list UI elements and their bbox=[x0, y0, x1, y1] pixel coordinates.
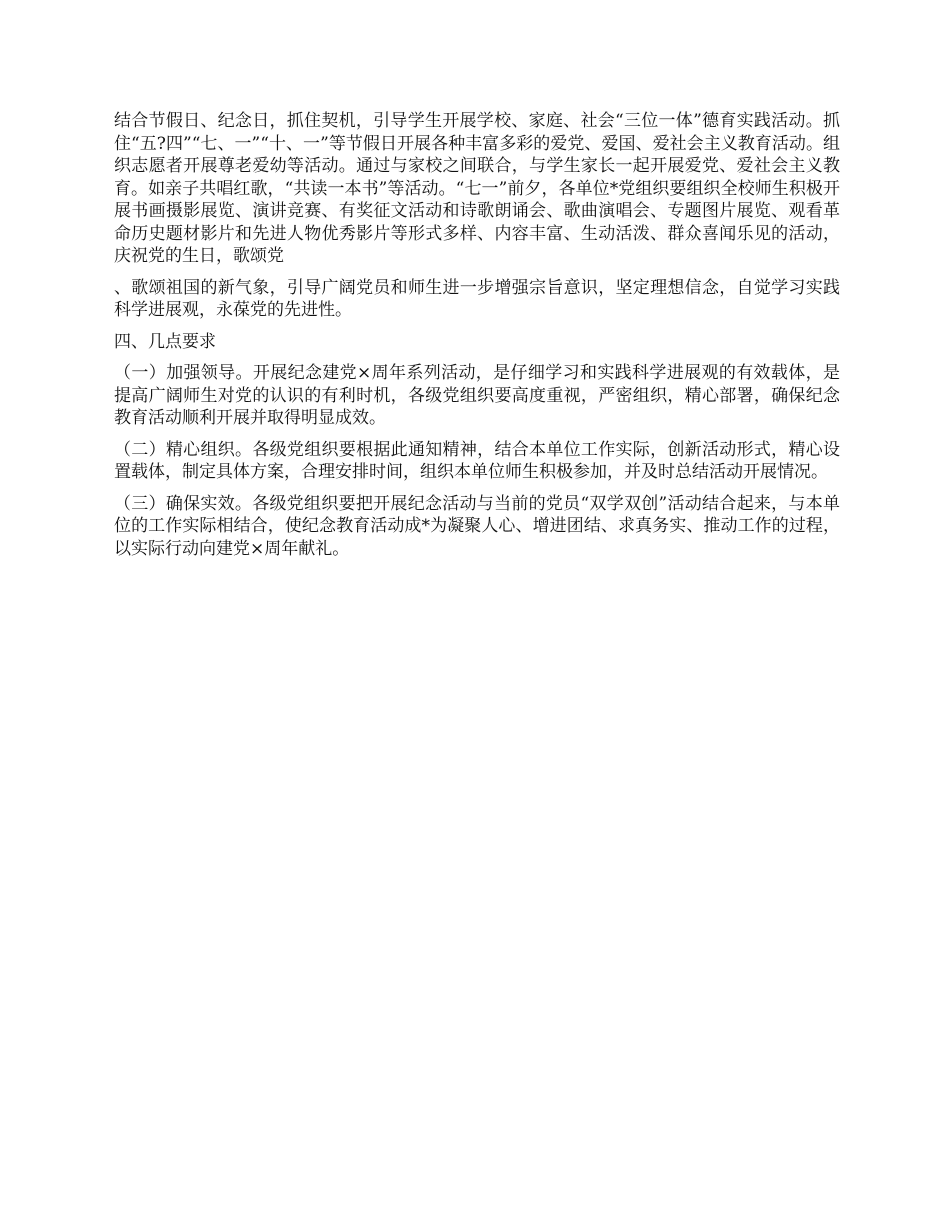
paragraph-activities-continued: 、歌颂祖国的新气象，引导广阔党员和师生进一步增强宗旨意识，坚定理想信念，自觉学习实践科学进展观，永葆党的先进性。 bbox=[114, 277, 840, 320]
document-body bbox=[114, 110, 840, 569]
paragraph-requirement-2: （二）精心组织。各级党组织要根据此通知精神，结合本单位工作实际，创新活动形式，精心设置载体，制定具体方案，合理安排时间，组织本单位师生积极参加，并及时总结活动开展情况。 bbox=[114, 439, 840, 482]
section-heading-requirements: 四、几点要求 bbox=[114, 331, 216, 352]
paragraph-requirement-3: （三）确保实效。各级党组织要把开展纪念活动与当前的党员“双学双创”活动结合起来，与本单位的工作实际相结合，使纪念教育活动成*为凝聚人心、增进团结、求真务实、推动工作的过程，以实际行动向建党×周年献礼。 bbox=[114, 493, 840, 559]
paragraph-requirement-1: （一）加强领导。开展纪念建党×周年系列活动，是仔细学习和实践科学进展观的有效载体，是提高广阔师生对党的认识的有利时机，各级党组织要高度重视，严密组织，精心部署，确保纪念教育活动顺利开展并取得明显成效。 bbox=[114, 363, 840, 428]
paragraph-activities: 结合节假日、纪念日，抓住契机，引导学生开展学校、家庭、社会“三位一体”德育实践活动。抓住“五?四”“七、一”“十、一”等节假日开展各种丰富多彩的爱党、爱国、爱社会主义教育活动。组织志愿者开展尊老爱幼等活动。通过与家校之间联合，与学生家长一起开展爱党、爱社会主义教育。如亲子共唱红歌，“共读一本书”等活动。“七一”前夕，各单位*党组织要组织全校师生积极开展书画摄影展览、演讲竞赛、有奖征文活动和诗歌朗诵会、歌曲演唱会、专题图片展览、观看革命历史题材影片和先进人物优秀影片等形式多样、内容丰富、生动活泼、群众喜闻乐见的活动，庆祝党的生日，歌颂党 bbox=[114, 111, 840, 266]
